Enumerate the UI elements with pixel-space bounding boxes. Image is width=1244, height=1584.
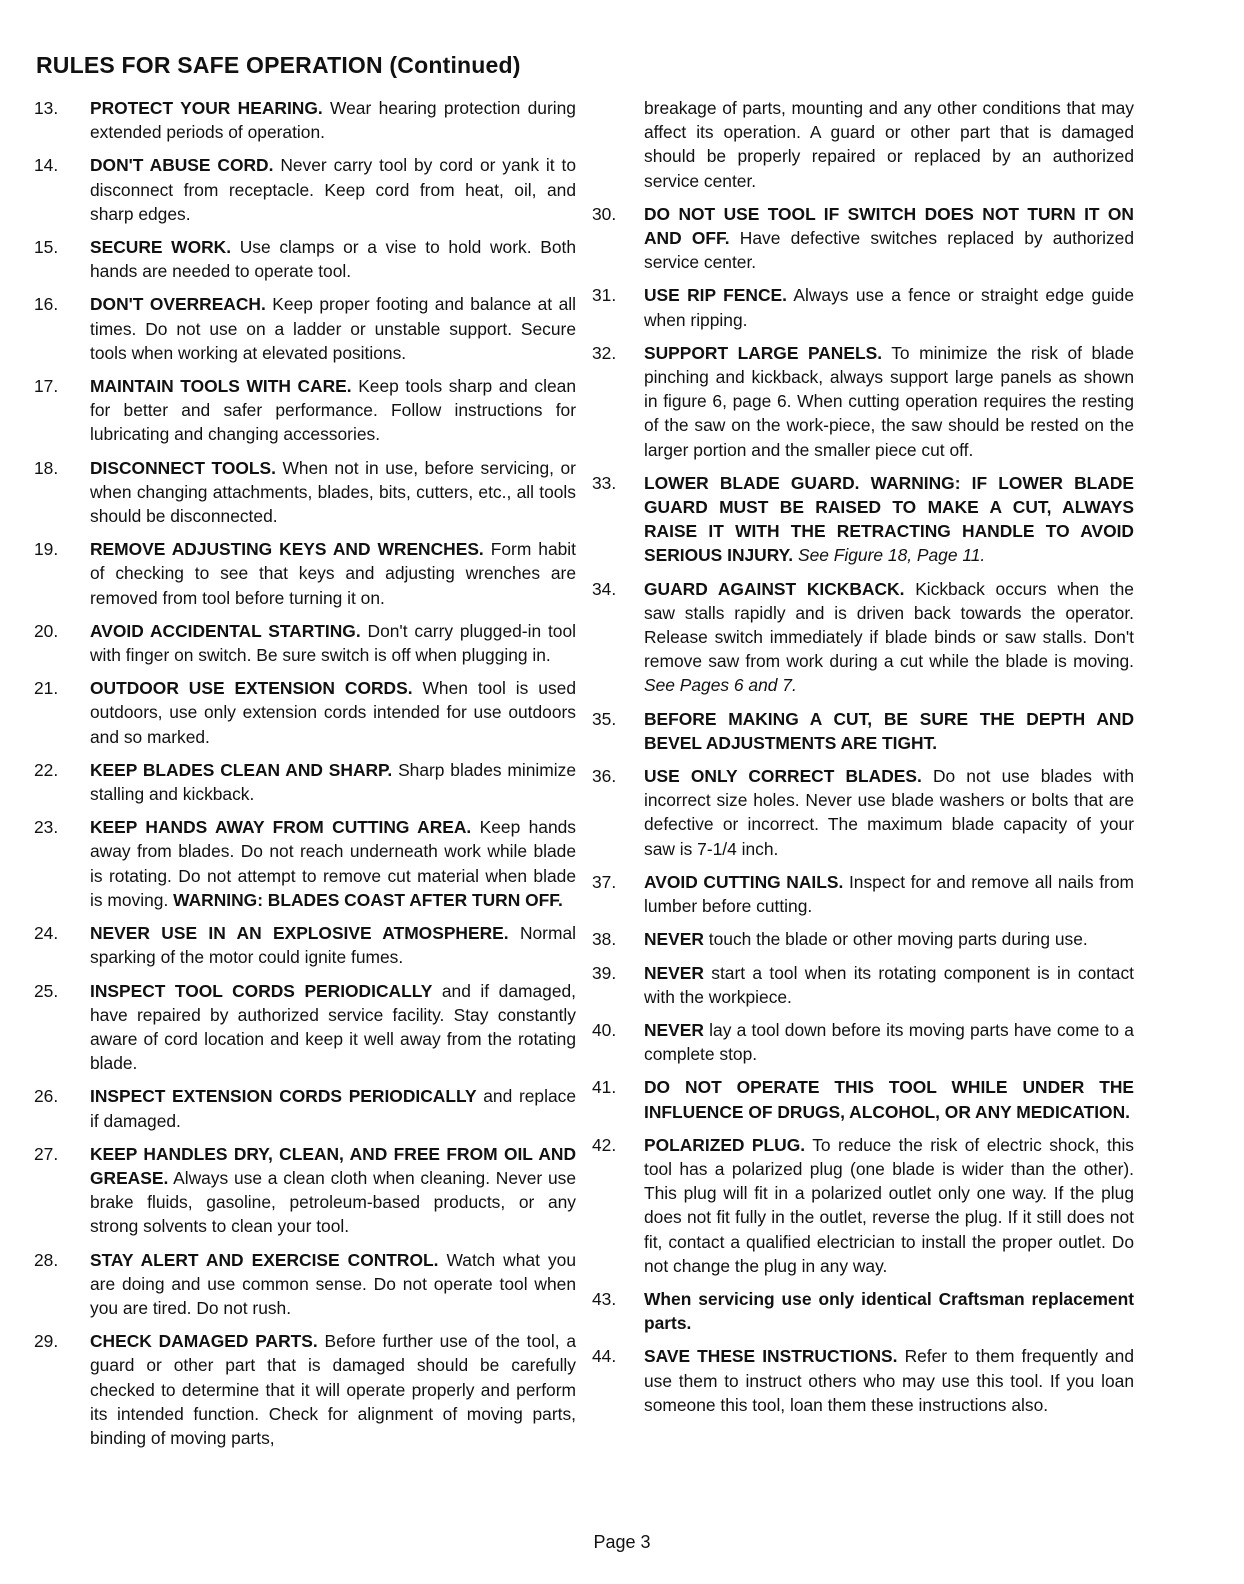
rule-number: 17. xyxy=(34,376,59,397)
rule-text: Before further use of the tool, a guard or other part that is damaged should be carefully checked to determine that it will operate properly and perform its intended function. Check for alignment of moving parts, binding of moving parts, xyxy=(90,1331,576,1448)
rule-body xyxy=(90,374,576,447)
rule-number: 26. xyxy=(34,1086,59,1107)
rule-heading: GUARD AGAINST KICKBACK. xyxy=(644,578,905,599)
rule-text: When not in use, before servicing, or when changing attachments, blades, bits, cutters, etc., all tools should be disconnected. xyxy=(90,457,576,527)
rule-item xyxy=(592,927,1134,951)
rule-number: 21. xyxy=(34,678,59,699)
rule-heading: NEVER USE IN AN EXPLOSIVE ATMOSPHERE. xyxy=(90,923,509,944)
rule-text: Always use a clean cloth when cleaning. Never use brake fluids, gasoline, petroleum-based products, or any strong solvents to clean your tool. xyxy=(90,1167,577,1237)
rule-number: 28. xyxy=(34,1249,59,1270)
rule-heading: NEVER xyxy=(644,962,704,983)
rule-heading: DON'T OVERREACH. xyxy=(90,294,266,315)
rule-body xyxy=(644,202,1134,275)
rule-text: and if damaged, have repaired by authorized service facility. Stay constantly aware of cord location and keep it well away from the rotating blade. xyxy=(90,980,576,1074)
rule-body xyxy=(644,1133,1134,1278)
rule-item xyxy=(592,1287,1134,1335)
rule-item xyxy=(34,758,576,806)
rule-text: Keep hands away from blades. Do not reach underneath work while blade is rotating. Do not attempt to remove cut material when blade is moving. xyxy=(90,817,576,910)
rule-text: start a tool when its rotating component is in contact with the workpiece. xyxy=(644,962,1134,1007)
rule-heading: SECURE WORK. xyxy=(90,237,232,258)
rule-body xyxy=(644,1344,1134,1417)
rule-text: To minimize the risk of blade pinching and kickback, always support large panels as shown in figure 6, page 6. When cutting operation requires the resting of the saw on the work-piece, the saw should be rested on the larger portion and the smaller piece cut off. xyxy=(644,342,1134,460)
rule-number: 33. xyxy=(592,472,617,493)
rule-item xyxy=(592,707,1134,755)
rule-heading: INSPECT TOOL CORDS PERIODICALLY xyxy=(90,980,433,1001)
rule-body xyxy=(90,1329,576,1450)
rule-body xyxy=(644,577,1134,698)
rule-item xyxy=(592,283,1134,331)
rule-29-continuation: breakage of parts, mounting and any other conditions that may affect its operation. A guard or other part that is damaged should be properly repaired or replaced by an authorized service center. xyxy=(644,98,1134,191)
page-title: RULES FOR SAFE OPERATION (Continued) xyxy=(36,52,521,78)
rule-number: 15. xyxy=(34,237,59,258)
rule-item xyxy=(34,374,576,447)
rule-text: Kickback occurs when the saw stalls rapidly and is driven back towards the operator. Release switch immediately if blade binds or saw stalls. Don't remove saw from work during a cut while the blade is moving. xyxy=(644,578,1134,672)
rule-heading: BEFORE MAKING A CUT, BE SURE THE DEPTH AND BEVEL ADJUSTMENTS ARE TIGHT. xyxy=(644,708,1134,753)
rule-item xyxy=(34,1329,576,1450)
rule-item xyxy=(34,921,576,969)
rule-heading: USE ONLY CORRECT BLADES. xyxy=(644,766,922,787)
rule-body xyxy=(90,758,576,806)
rule-item xyxy=(592,1344,1134,1417)
rule-number: 27. xyxy=(34,1143,59,1164)
rule-heading: KEEP HANDS AWAY FROM CUTTING AREA. xyxy=(90,817,472,838)
rule-text: Watch what you are doing and use common sense. Do not operate tool when you are tired. Do not rush. xyxy=(90,1249,576,1318)
rule-heading: DO NOT OPERATE THIS TOOL WHILE UNDER THE INFLUENCE OF DRUGS, ALCOHOL, OR ANY MEDICATION. xyxy=(644,1077,1134,1122)
rule-number: 22. xyxy=(34,759,59,780)
rule-text: Normal sparking of the motor could ignite fumes. xyxy=(90,923,576,968)
rule-body xyxy=(90,676,576,749)
rule-item xyxy=(34,235,576,283)
rule-body xyxy=(90,1142,576,1239)
rule-text: Form habit of checking to see that keys and adjusting wrenches are removed from tool before turning it on. xyxy=(90,539,576,608)
rule-body xyxy=(90,456,576,529)
rule-number: 31. xyxy=(592,285,617,306)
rule-item xyxy=(34,537,576,610)
rule-text: Inspect for and remove all nails from lumber before cutting. xyxy=(644,871,1134,917)
rule-heading: MAINTAIN TOOLS WITH CARE. xyxy=(90,376,352,397)
left-column xyxy=(34,96,576,1459)
rule-heading: USE RIP FENCE. xyxy=(644,285,787,306)
rule-item xyxy=(592,1133,1134,1278)
rule-number: 24. xyxy=(34,923,59,944)
rule-item xyxy=(34,96,576,144)
rule-item xyxy=(592,341,1134,462)
rule-text: touch the blade or other moving parts during use. xyxy=(708,929,1088,950)
rule-text: Have defective switches replaced by authorized service center. xyxy=(644,228,1134,273)
rule-body xyxy=(644,1287,1134,1335)
rule-body xyxy=(90,1248,576,1321)
rule-body xyxy=(644,870,1134,918)
rule-item xyxy=(592,471,1134,568)
page-number: Page 3 xyxy=(593,1532,651,1552)
rule-heading: When servicing use only identical Craftsman replacement parts. xyxy=(644,1288,1134,1334)
rule-heading: NEVER xyxy=(644,1019,704,1040)
rule-number: 30. xyxy=(592,203,617,224)
rule-item xyxy=(34,1142,576,1239)
rule-heading: DISCONNECT TOOLS. xyxy=(90,457,276,478)
rule-item xyxy=(34,292,576,365)
rule-number: 40. xyxy=(592,1019,617,1040)
rule-heading: CHECK DAMAGED PARTS. xyxy=(90,1331,318,1352)
rule-text: Do not use blades with incorrect size holes. Never use blade washers or bolts that are defective or incorrect. The maximum blade capacity of your saw is 7-1/4 inch. xyxy=(644,766,1134,859)
rule-number: 39. xyxy=(592,962,617,983)
rule-number: 41. xyxy=(592,1077,617,1098)
rule-text: Sharp blades minimize stalling and kickback. xyxy=(90,759,576,805)
rule-warning: WARNING: BLADES COAST AFTER TURN OFF. xyxy=(173,889,563,910)
rule-text: lay a tool down before its moving parts have come to a complete stop. xyxy=(644,1019,1134,1065)
rule-item xyxy=(34,676,576,749)
rule-body xyxy=(90,537,576,610)
rule-heading: REMOVE ADJUSTING KEYS AND WRENCHES. xyxy=(90,539,484,560)
rule-body xyxy=(90,979,576,1076)
rule-body xyxy=(644,1075,1134,1123)
rule-item xyxy=(592,764,1134,861)
rule-heading: LOWER BLADE GUARD. WARNING: IF LOWER BLADE GUARD MUST BE RAISED TO MAKE A CUT, ALWAYS RAISE IT WITH THE RETRACTING HANDLE TO AVOID SERIOUS INJURY. xyxy=(644,472,1134,566)
rule-heading: OUTDOOR USE EXTENSION CORDS. xyxy=(90,678,413,699)
rule-text: When tool is used outdoors, use only extension cords intended for use outdoors and so marked. xyxy=(90,678,576,747)
rule-number: 20. xyxy=(34,620,59,641)
rule-number: 19. xyxy=(34,539,59,560)
rule-text: Don't carry plugged-in tool with finger on switch. Be sure switch is off when plugging in. xyxy=(90,620,576,666)
rule-number: 38. xyxy=(592,929,617,950)
rule-item xyxy=(592,1075,1134,1123)
rule-text: and replace if damaged. xyxy=(90,1086,576,1131)
rule-item xyxy=(34,153,576,226)
rule-heading: POLARIZED PLUG. xyxy=(644,1134,806,1155)
rule-heading: NEVER xyxy=(644,929,704,950)
rule-number: 18. xyxy=(34,457,59,478)
rule-item xyxy=(592,1018,1134,1066)
rule-number: 36. xyxy=(592,766,617,787)
rule-body xyxy=(644,927,1134,951)
rule-body xyxy=(90,921,576,969)
rule-number: 35. xyxy=(592,708,617,729)
rule-text: Use clamps or a vise to hold work. Both hands are needed to operate tool. xyxy=(90,237,576,282)
rule-number: 37. xyxy=(592,871,617,892)
rule-body xyxy=(90,153,576,226)
rule-item xyxy=(34,1248,576,1321)
rule-text: Refer to them frequently and use them to instruct others who may use this tool. If you loan someone this tool, loan them these instructions also. xyxy=(644,1346,1134,1415)
rule-text: Keep tools sharp and clean for better and safer performance. Follow instructions for lubricating and changing accessories. xyxy=(90,376,576,445)
rule-body xyxy=(644,341,1134,462)
rule-text: Never carry tool by cord or yank it to disconnect from receptacle. Keep cord from heat, oil, and sharp edges. xyxy=(90,155,576,224)
rule-item xyxy=(592,202,1134,275)
rule-number: 23. xyxy=(34,817,59,838)
rule-heading: KEEP BLADES CLEAN AND SHARP. xyxy=(90,759,393,780)
rule-body xyxy=(644,764,1134,861)
rule-body xyxy=(644,961,1134,1009)
rule-reference: See Figure 18, Page 11. xyxy=(798,545,986,566)
rule-number: 43. xyxy=(592,1288,617,1309)
rule-text: Always use a fence or straight edge guide when ripping. xyxy=(644,285,1135,330)
rule-item xyxy=(34,815,576,912)
rule-text: Keep proper footing and balance at all times. Do not use on a ladder or unstable support. Secure tools when working at elevated positions. xyxy=(90,294,576,363)
rule-body xyxy=(90,619,576,667)
rule-heading: INSPECT EXTENSION CORDS PERIODICALLY xyxy=(90,1086,477,1107)
rule-heading: SUPPORT LARGE PANELS. xyxy=(644,342,883,363)
rule-item xyxy=(34,456,576,529)
rule-item xyxy=(34,979,576,1076)
rule-number: 16. xyxy=(34,294,59,315)
rule-body xyxy=(90,235,576,283)
rule-body xyxy=(644,471,1134,568)
rule-body xyxy=(644,1018,1134,1066)
rule-text: Wear hearing protection during extended periods of operation. xyxy=(90,98,576,143)
rule-number: 42. xyxy=(592,1134,617,1155)
rule-body xyxy=(644,707,1134,755)
rule-body xyxy=(90,815,576,912)
right-column xyxy=(592,96,1134,1426)
rule-body xyxy=(90,292,576,365)
rule-body xyxy=(90,96,576,144)
rule-heading: SAVE THESE INSTRUCTIONS. xyxy=(644,1346,898,1367)
rule-heading: KEEP HANDLES DRY, CLEAN, AND FREE FROM OIL AND GREASE. xyxy=(90,1143,576,1188)
rule-number: 29. xyxy=(34,1331,59,1352)
rule-heading: PROTECT YOUR HEARING. xyxy=(90,98,323,118)
rule-item xyxy=(34,1084,576,1132)
rule-number: 14. xyxy=(34,155,59,176)
rule-number: 25. xyxy=(34,980,59,1001)
rule-heading: DO NOT USE TOOL IF SWITCH DOES NOT TURN IT ON AND OFF. xyxy=(644,203,1134,249)
rule-reference: See Pages 6 and 7. xyxy=(644,675,797,696)
rule-body xyxy=(90,1084,576,1132)
rule-number: 32. xyxy=(592,342,617,363)
rule-heading: AVOID ACCIDENTAL STARTING. xyxy=(90,620,361,641)
rule-item xyxy=(592,577,1134,698)
rule-heading: AVOID CUTTING NAILS. xyxy=(644,871,844,892)
rule-number: 44. xyxy=(592,1346,617,1367)
rule-item xyxy=(34,619,576,667)
rule-number: 13. xyxy=(34,98,59,118)
rule-item xyxy=(592,961,1134,1009)
rule-text: To reduce the risk of electric shock, this tool has a polarized plug (one blade is wider than the other). This plug will fit in a polarized outlet only one way. If the plug does not fit fully in the outlet, reverse the plug. If it still does not fit, contact a qualified electrician to install the proper outlet. Do not change the plug in any way. xyxy=(644,1134,1135,1276)
rule-number: 34. xyxy=(592,578,617,599)
rule-heading: DON'T ABUSE CORD. xyxy=(90,155,274,176)
rule-body xyxy=(644,283,1134,331)
rule-heading: STAY ALERT AND EXERCISE CONTROL. xyxy=(90,1249,439,1270)
rule-item xyxy=(592,870,1134,918)
